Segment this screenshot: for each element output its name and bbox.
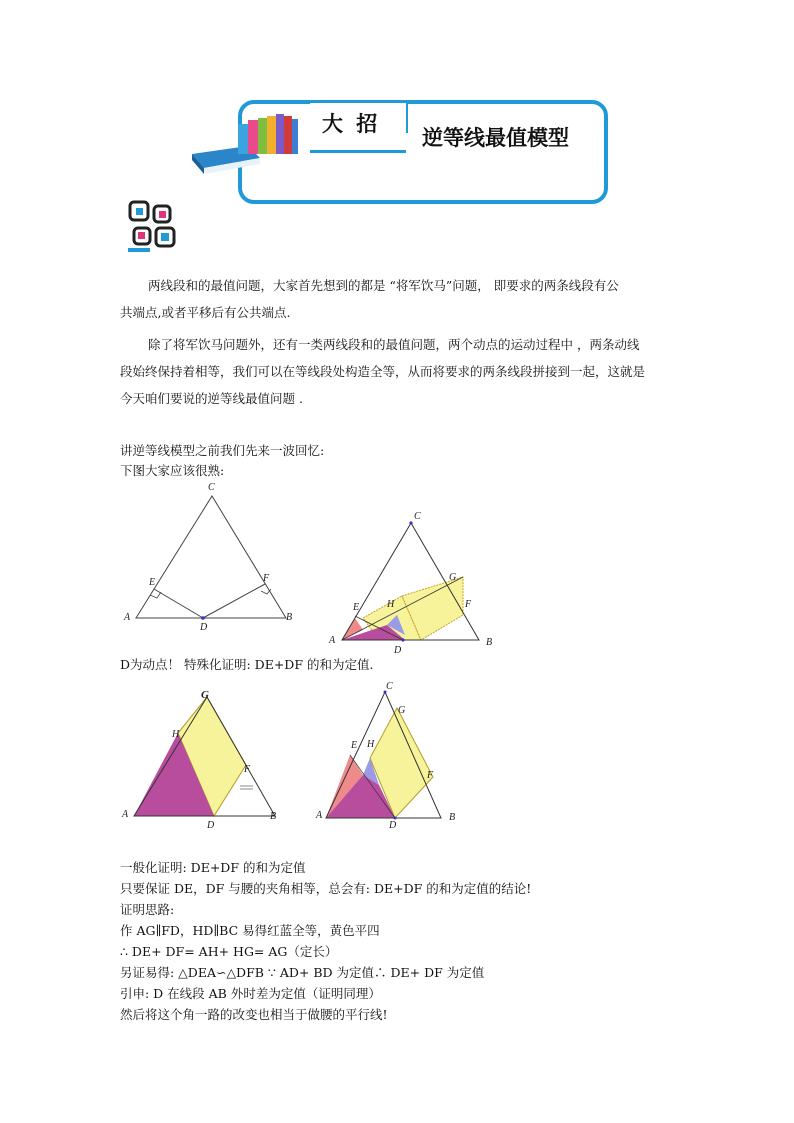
fig3-label-d: D [207,820,215,831]
tag-label: 大 招 [322,111,381,136]
intro-p1-line1: 两线段和的最值问题，大家首先想到的都是 “将军饮马”问题， 即要求的两条线段有公 [148,278,619,293]
figure-2 [325,505,500,655]
fig4-label-d: D [389,820,397,831]
fig3-label-a: A [122,809,129,820]
fig2-label-f: F [465,599,472,610]
figure-1 [120,478,310,633]
fig1-label-c: C [208,482,215,493]
fig3-label-b: B [270,811,277,822]
book-stack-icon [188,110,312,176]
fig3-label-f: F [244,764,251,775]
fig2-label-a: A [329,635,336,646]
caption-1: D为动点！ 特殊化证明: DE+DF 的和为定值. [120,657,374,672]
page-title: 逆等线最值模型 [422,125,569,150]
fig1-label-d: D [200,622,208,633]
fig3-label-h: H [172,729,180,740]
proof-line-5: ∴ DE+ DF= AH+ HG= AG（定长） [120,944,338,959]
fig2-label-d: D [394,645,402,656]
proof-line-1: 一般化证明: DE+DF 的和为定值 [120,860,306,875]
fig3-label-g: G [201,689,209,701]
fig2-label-g: G [449,572,457,583]
fig4-label-a: A [316,810,323,821]
figure-3 [118,685,293,831]
figure-4 [313,680,473,831]
fig4-label-g: G [398,705,406,716]
fig1-label-b: B [286,612,293,623]
proof-line-4: 作 AG∥FD，HD∥BC 易得红蓝全等，黄色平四 [120,923,380,938]
fig4-label-f: F [427,770,434,781]
proof-line-3: 证明思路: [120,902,175,917]
fig1-label-f: F [263,573,270,584]
proof-line-8: 然后将这个角一路的改变也相当于做腰的平行线! [120,1007,388,1022]
recall-line1: 讲逆等线模型之前我们先来一波回忆: [120,443,325,458]
intro-p1-line2: 共端点,或者平移后有公共端点. [120,305,291,320]
proof-line-7: 引申: D 在线段 AB 外时差为定值（证明同理） [120,986,381,1001]
grid-icon [128,200,176,254]
fig4-label-b: B [449,812,456,823]
fig2-label-c: C [414,511,421,522]
fig4-label-e: E [351,740,358,751]
intro-p2-line1: 除了将军饮马问题外，还有一类两线段和的最值问题，两个动点的运动过程中 ，两条动线 [148,337,640,352]
fig2-label-e: E [353,602,360,613]
proof-line-2: 只要保证 DE，DF 与腰的夹角相等，总会有: DE+DF 的和为定值的结论! [120,881,532,896]
fig2-label-b: B [486,637,493,648]
tag-underline [310,150,406,153]
fig1-label-e: E [149,577,156,588]
intro-p2-line2: 段始终保持着相等，我们可以在等线段处构造全等，从而将要求的两条线段拼接到一起，这就是 [120,364,646,379]
fig4-label-c: C [386,681,393,692]
intro-p2-line3: 今天咱们要说的逆等线最值问题 . [120,391,303,406]
fig1-label-a: A [124,612,131,623]
recall-line2: 下图大家应该很熟: [120,463,225,478]
proof-line-6: 另证易得: △DEA∽△DFB ∵ AD+ BD 为定值∴ DE+ DF 为定值 [120,965,485,980]
fig2-label-h: H [387,599,395,610]
fig4-label-h: H [367,739,375,750]
